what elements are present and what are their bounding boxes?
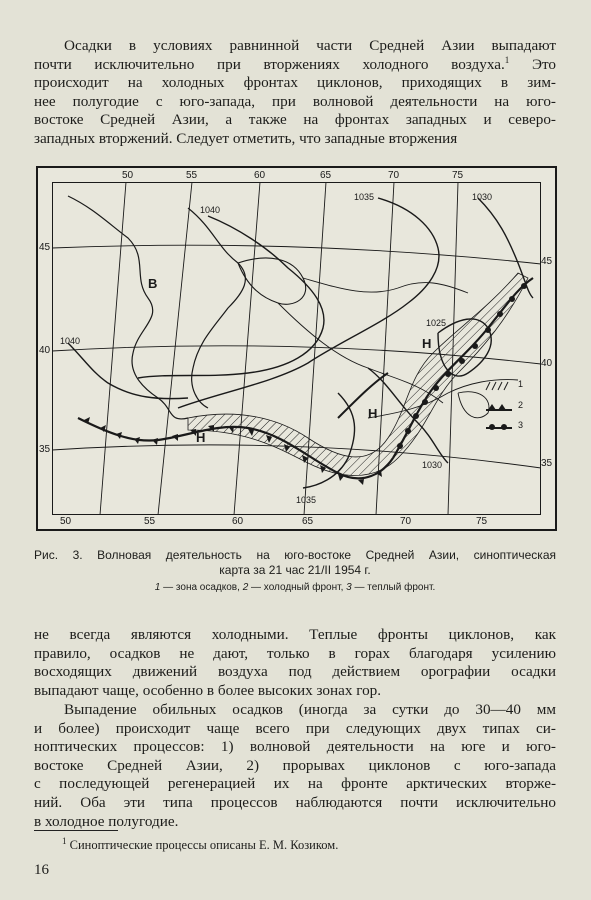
text-line: не всегда являются холодными. Теплые фронты циклонов, как [34,626,556,643]
text-line: ноптических процессов: 1) волновой деятельности на юге и юго- [34,738,556,756]
page-number: 16 [34,862,49,878]
tick-right-35: 35 [541,458,553,469]
text-line: восходящих движений воздуха под действием орографии осадки [34,663,556,681]
text-line: происходит на холодных фронтах циклонов, приходящих в зим- [34,74,556,92]
tick-right-45: 45 [541,256,553,267]
legend-number-2: 2 [518,400,524,410]
legend-num: 3 [346,582,352,593]
tick-bottom-60: 60 [232,516,244,527]
text-line: почти исключительно при вторжениях холодного воздуха.$^1$ Это [34,54,556,73]
isobar-label: 1030 [422,460,443,470]
tick-top-50: 50 [122,170,134,181]
legend-text: — теплый фронт. [354,582,436,593]
caspian-east-coast [188,208,245,408]
legend-number-3: 3 [518,420,524,430]
isobar-1035-north [178,198,439,408]
text-line: нее полугодие с юго-запада, при волновой деятельности на юго- [34,92,556,110]
tick-left-45: 45 [39,242,51,253]
text-line: правило, осадков не дают, только в горах благодаря усилению [34,644,556,662]
tick-bottom-75: 75 [476,516,488,527]
text-line: Осадки в условиях равнинной части Средней Азии выпадают [64,37,556,54]
aral-coast [238,258,306,304]
river-syr [303,278,468,293]
legend-text: — холодный фронт, [251,582,347,593]
isobar-label: 1040 [200,205,221,215]
tick-top-55: 55 [186,170,198,181]
isobar-1040-west [68,343,188,399]
lake [458,392,489,418]
tick-left-40: 40 [39,345,51,356]
isobar-label: 1035 [296,495,317,505]
legend-num: 2 [242,582,249,593]
parallel-45 [52,245,541,264]
footnote-text: Синоптические процессы описаны Е. М. Козиком. [69,838,339,852]
paragraph-3 [34,701,556,831]
caption-line-2: карта за 21 час 21/II 1954 г. [219,563,371,577]
legend-text: — зона осадков, [163,582,243,593]
text-line: востоке Средней Азии, а также на фронтах западных и северо- [34,111,556,129]
text-line: и более) происходит чаще всего при следующих двух типах си- [34,719,556,737]
low-pressure-center: Н [422,336,432,351]
tick-bottom-55: 55 [144,516,156,527]
paragraph-1 [34,37,556,149]
high-pressure-center: В [148,276,158,291]
caption-legend [34,582,556,593]
meridian-60 [234,182,260,515]
legend-num: 1 [154,582,161,593]
caspian-coast [68,196,188,419]
text-line: в холодное полугодие. [34,812,179,830]
synoptic-map-figure [36,166,557,531]
tick-bottom-65: 65 [302,516,314,527]
legend-number-1: 1 [518,379,524,389]
tick-top-70: 70 [388,170,400,181]
text-line: выпадают чаще, особенно в более высоких зонах гор. [34,681,382,699]
cold-front-triangles [84,417,382,485]
synoptic-map-drawing [38,168,555,529]
text-line: западных вторжений. Следует отметить, что западные вторжения [34,129,458,147]
isobar-1040-north [138,216,324,378]
isobar-label: 1030 [472,192,493,202]
tick-right-40: 40 [541,358,553,369]
tick-top-60: 60 [254,170,266,181]
isobar-label: 1035 [354,192,375,202]
caption-line-1: Рис. 3. Волновая деятельность на юго-востоке Средней Азии, синоптическая [34,548,556,562]
tick-bottom-70: 70 [400,516,412,527]
footnote-rule [34,830,118,831]
isobar-label: 1040 [60,336,81,346]
low-pressure-center: Н [196,430,206,445]
footnote-mark: 1 [62,835,67,846]
text-line: Выпадение обильных осадков (иногда за сутки до 30—40 мм [64,701,556,718]
paragraph-2 [34,626,556,700]
footnote [62,835,339,853]
legend-symbols [486,382,512,430]
footnote-mark: 1 [504,54,510,65]
isobar-label: 1025 [426,318,447,328]
tick-top-65: 65 [320,170,332,181]
text-line: с последующей регенерацией их на фронте арктических вторже- [34,775,556,793]
low-pressure-center: Н [368,406,378,421]
figure-caption [34,548,556,578]
tick-left-35: 35 [39,444,51,455]
text-line: ний. Оба эти типа процессов наблюдаются почти исключительно [34,793,556,811]
tick-top-75: 75 [452,170,464,181]
tick-bottom-50: 50 [60,516,72,527]
text-line: востоке Средней Азии, 2) прорывах циклонов с юго-запада [34,756,556,774]
meridian-55 [158,182,192,515]
